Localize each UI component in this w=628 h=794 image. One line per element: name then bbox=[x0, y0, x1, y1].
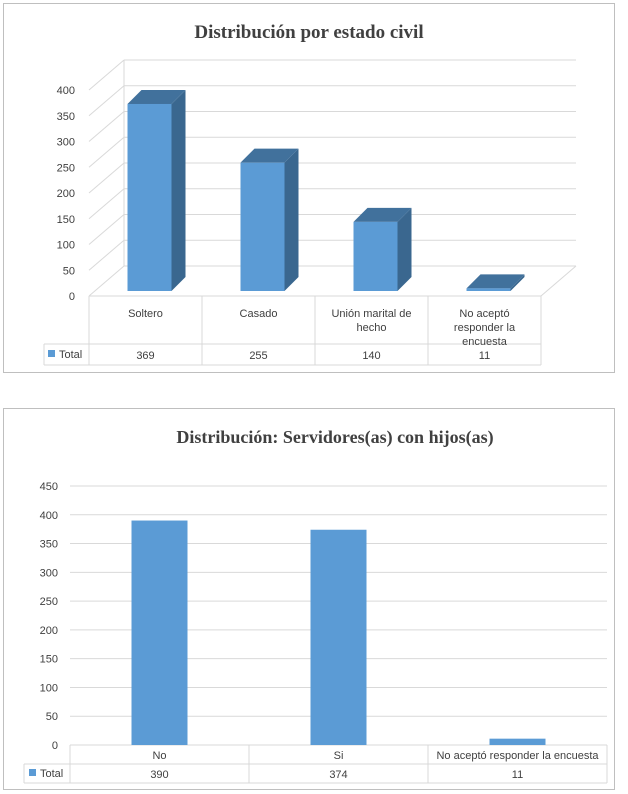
y-tick-label: 50 bbox=[45, 711, 58, 724]
y-tick-label: 450 bbox=[39, 481, 58, 493]
data-table-value: 374 bbox=[329, 769, 348, 781]
data-table-value: 11 bbox=[478, 350, 491, 362]
gridline-side bbox=[89, 163, 124, 193]
y-tick-label: 100 bbox=[39, 682, 58, 695]
y-tick-label: 200 bbox=[39, 624, 58, 637]
y-tick-label: 150 bbox=[56, 213, 75, 226]
data-table-value: 390 bbox=[150, 769, 169, 781]
chart-title: Distribución: Servidores(as) con hijos(as) bbox=[176, 427, 494, 447]
x-category-label: Si bbox=[333, 750, 344, 762]
data-table-value: 255 bbox=[249, 350, 268, 362]
data-table-value: 140 bbox=[362, 350, 381, 362]
bar-top bbox=[467, 274, 525, 288]
gridline-side bbox=[89, 189, 124, 219]
gridline-side bbox=[89, 215, 124, 245]
x-category-label: No bbox=[152, 750, 167, 762]
y-tick-label: 0 bbox=[68, 291, 75, 303]
legend-label: Total bbox=[40, 768, 64, 780]
legend-key bbox=[29, 769, 36, 776]
chart-children bbox=[3, 408, 615, 790]
y-tick-label: 350 bbox=[39, 538, 58, 551]
chart-title: Distribución por estado civil bbox=[194, 22, 424, 43]
bar bbox=[311, 530, 367, 745]
bar-side bbox=[398, 208, 412, 291]
y-tick-label: 200 bbox=[56, 188, 75, 200]
data-table-value: 369 bbox=[136, 350, 155, 362]
y-tick-label: 300 bbox=[39, 567, 58, 580]
y-tick-label: 50 bbox=[62, 265, 75, 278]
x-category-label: Soltero bbox=[128, 308, 163, 320]
x-category-label: responder la bbox=[453, 322, 516, 334]
gridline-side bbox=[89, 112, 124, 142]
bar bbox=[467, 288, 511, 291]
gridline-side bbox=[89, 266, 124, 296]
bar-side bbox=[172, 90, 186, 291]
floor-right-edge bbox=[541, 266, 576, 296]
x-category-label: No aceptó bbox=[459, 308, 510, 320]
x-category-label: Casado bbox=[239, 308, 278, 320]
gridline-side bbox=[89, 86, 124, 116]
y-tick-label: 350 bbox=[56, 110, 75, 123]
x-category-label: encuesta bbox=[462, 336, 507, 348]
y-tick-label: 250 bbox=[56, 162, 75, 175]
legend-key bbox=[48, 350, 55, 357]
x-category-label: No aceptó responder la encuesta bbox=[436, 750, 599, 762]
legend-label: Total bbox=[59, 349, 83, 361]
bar bbox=[132, 521, 188, 745]
gridline-side bbox=[89, 60, 124, 90]
y-tick-label: 400 bbox=[56, 85, 75, 97]
bar bbox=[354, 222, 398, 291]
y-tick-label: 100 bbox=[56, 239, 75, 252]
chart-marital-status-svg bbox=[4, 4, 614, 372]
y-tick-label: 250 bbox=[39, 596, 58, 609]
y-tick-label: 0 bbox=[51, 740, 58, 752]
y-tick-label: 150 bbox=[39, 653, 58, 666]
bar bbox=[490, 739, 546, 745]
gridline-side bbox=[89, 137, 124, 167]
bar bbox=[241, 163, 285, 291]
y-tick-label: 400 bbox=[39, 509, 58, 522]
chart-children-svg bbox=[4, 409, 614, 789]
bar bbox=[128, 104, 172, 291]
data-table-value: 11 bbox=[511, 769, 524, 781]
x-category-label: Unión marital de bbox=[331, 308, 412, 320]
gridline-side bbox=[89, 240, 124, 270]
y-tick-label: 300 bbox=[56, 136, 75, 149]
x-category-label: hecho bbox=[356, 322, 387, 334]
bar-side bbox=[285, 149, 299, 291]
chart-marital-status bbox=[3, 3, 615, 373]
